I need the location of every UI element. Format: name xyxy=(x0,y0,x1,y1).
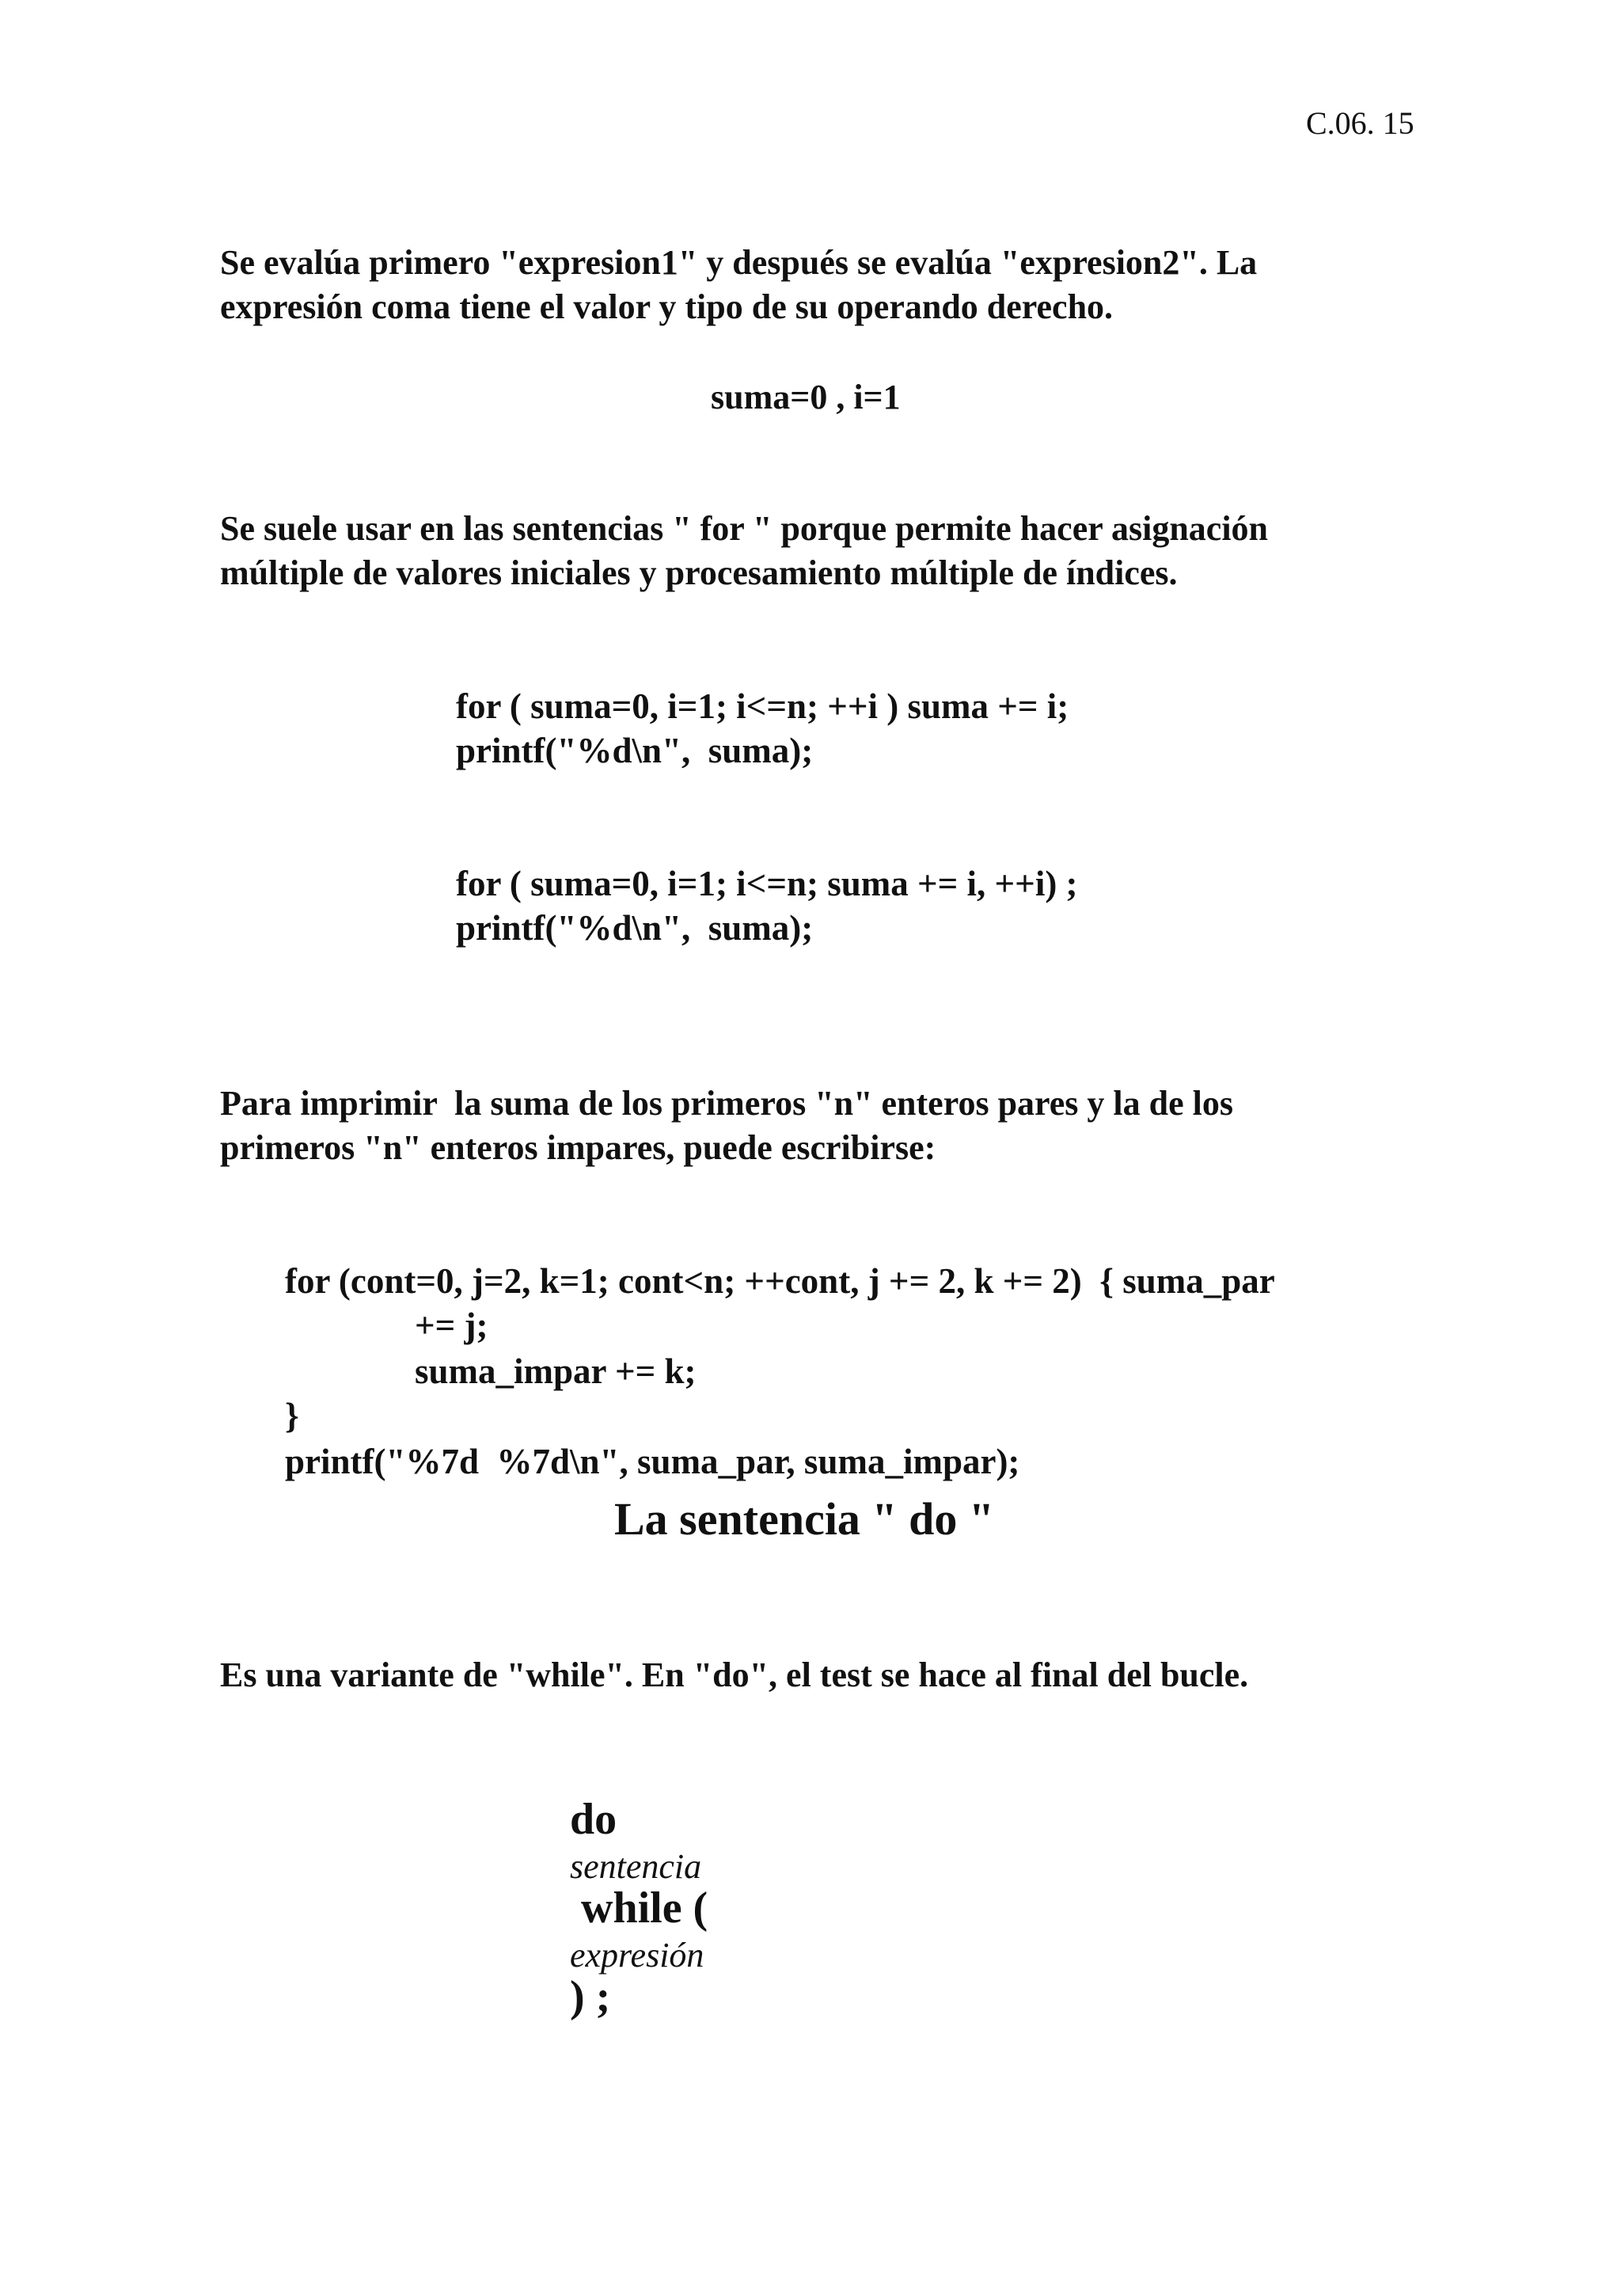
code-block-3-line-5: printf("%7d %7d\n", suma_par, suma_impar); xyxy=(285,1442,1020,1481)
syntax-arg-sentencia: sentencia xyxy=(570,1847,702,1886)
paragraph-2-line-2: múltiple de valores iniciales y procesamiento múltiple de índices. xyxy=(220,553,1178,592)
paragraph-3-line-2: primeros "n" enteros impares, puede escribirse: xyxy=(220,1128,936,1167)
do-while-syntax xyxy=(526,1753,708,2063)
code-block-1-line-2: printf("%d\n", suma); xyxy=(456,731,814,770)
syntax-keyword-do: do xyxy=(570,1795,617,1844)
code-block-3-line-2: += j; xyxy=(415,1306,488,1345)
syntax-keyword-while: while ( xyxy=(581,1884,708,1933)
paragraph-2-line-1: Se suele usar en las sentencias " for " porque permite hacer asignación xyxy=(220,509,1269,548)
page-number: C.06. 15 xyxy=(1306,105,1414,141)
code-block-2-line-2: printf("%d\n", suma); xyxy=(456,908,814,948)
paragraph-3-line-1: Para imprimir la suma de los primeros "n" enteros pares y la de los xyxy=(220,1084,1233,1123)
paragraph-1-line-2: expresión coma tiene el valor y tipo de su operando derecho. xyxy=(220,287,1114,326)
syntax-arg-expresion: expresión xyxy=(570,1936,704,1975)
syntax-close: ) ; xyxy=(570,1972,611,2021)
code-block-3-line-1: for (cont=0, j=2, k=1; cont<n; ++cont, j += 2, k += 2) { suma_par xyxy=(285,1261,1275,1301)
code-block-2-line-1: for ( suma=0, i=1; i<=n; suma += i, ++i) ; xyxy=(456,864,1078,903)
paragraph-1-line-1: Se evalúa primero "expresion1" y después se evalúa "expresion2". La xyxy=(220,243,1258,282)
code-block-1-line-1: for ( suma=0, i=1; i<=n; ++i ) suma += i; xyxy=(456,686,1069,726)
code-block-3-line-4: } xyxy=(285,1396,299,1435)
section-title: La sentencia " do " xyxy=(614,1493,995,1545)
example-expression: suma=0 , i=1 xyxy=(711,378,901,416)
paragraph-4: Es una variante de "while". En "do", el test se hace al final del bucle. xyxy=(220,1655,1249,1694)
code-block-3-line-3: suma_impar += k; xyxy=(415,1351,697,1391)
